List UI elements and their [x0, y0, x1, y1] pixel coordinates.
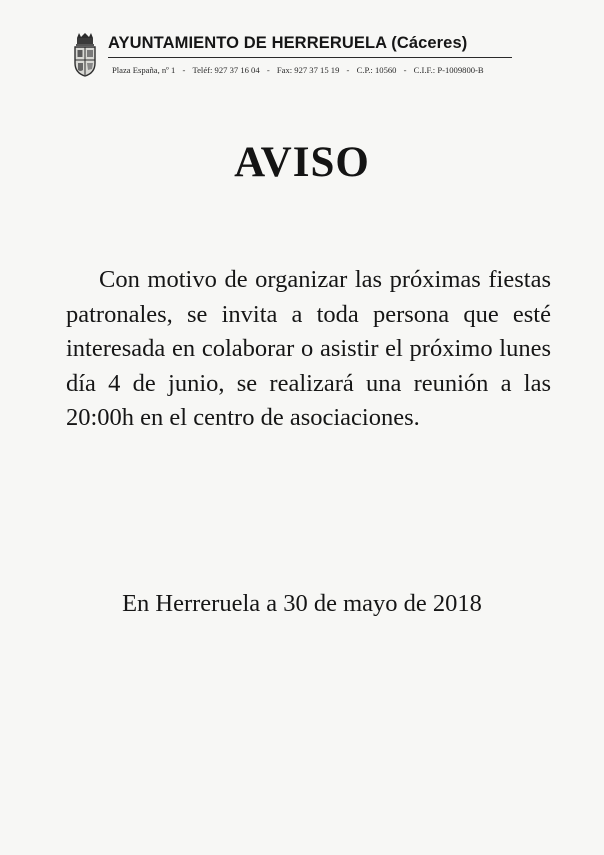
separator: - — [346, 65, 350, 75]
contact-line — [112, 65, 484, 75]
separator: - — [182, 65, 186, 75]
separator: - — [403, 65, 407, 75]
header-divider — [108, 57, 512, 58]
fax: Fax: 927 37 15 19 — [276, 65, 340, 75]
address: Plaza España, nº 1 — [112, 65, 176, 75]
postal-code: C.P.: 10560 — [356, 65, 397, 75]
separator: - — [266, 65, 270, 75]
organization-title: AYUNTAMIENTO DE HERRERUELA (Cáceres) — [108, 34, 468, 52]
coat-of-arms-icon — [72, 33, 98, 77]
closing-line: En Herreruela a 30 de mayo de 2018 — [122, 590, 482, 617]
notice-body: Con motivo de organizar las próximas fiestas patronales, se invita a toda persona que esté interesada en colaborar o asistir el próximo lunes día 4 de junio, se realizará una reunión a las 20:00h en el centro de asociaciones. — [66, 266, 551, 431]
tax-id: C.I.F.: P-1009800-B — [413, 65, 484, 75]
phone: Teléf: 927 37 16 04 — [192, 65, 260, 75]
notice-heading: AVISO — [234, 139, 370, 186]
